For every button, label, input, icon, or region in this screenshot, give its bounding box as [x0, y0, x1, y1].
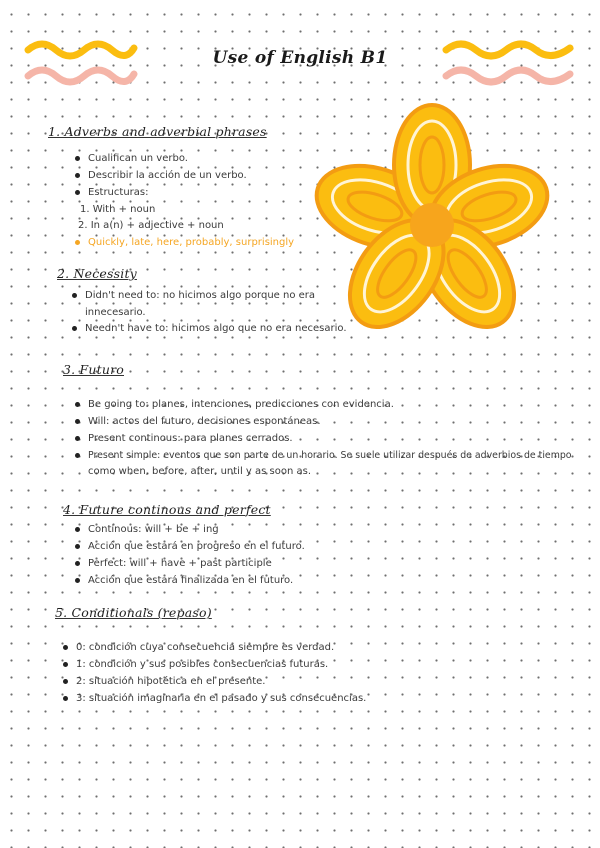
list-item: Acción que estará en progreso en el futuro. [88, 541, 305, 552]
list-item: 1: condición y sus posibles consecuencias futuras. [76, 659, 329, 670]
list-item: Acción que estará finalizada en el futuro. [88, 575, 294, 586]
list-item: Continous: will + be + ing [88, 524, 219, 535]
list-item: Present simple: eventos que son parte de un horario. Se suele utilizar después de adverbios de tiempo [88, 450, 572, 461]
list-item: 2: situación hipotética en el presente. [76, 676, 266, 687]
page-title: Use of English B1 [212, 48, 388, 68]
list-item: Be going to: planes, intenciones, predicciones con evidencia. [88, 399, 394, 410]
list-item: Describir la acción de un verbo. [88, 170, 247, 181]
list-item-highlight: Quickly, late, here, probably, surprisingly [88, 237, 295, 248]
list-item-continuation: como when, before, after, until y as soon as. [88, 466, 311, 477]
list-item: 0: condición cuya consecuencia siempre es verdad. [76, 642, 335, 653]
list-subitem: 2. In a(n) + adjective + noun [78, 220, 224, 231]
flower-illustration [282, 95, 582, 355]
list-item-continuation: innecesario. [85, 307, 146, 318]
list-item: Will: actos del futuro, decisiones espontáneas. [88, 416, 321, 427]
section-heading-futuro: 3. Futuro [63, 362, 124, 377]
section-heading-future-continous: 4. Future continous and perfect [63, 502, 271, 517]
list-item: Perfect: will + have + past participle [88, 558, 272, 569]
list-item: Cualifican un verbo. [88, 153, 188, 164]
list-item: Present continous: para planes cerrados. [88, 433, 293, 444]
list-item: 3: situación imaginaria en el pasado y sus consecuencias. [76, 693, 367, 704]
section-heading-adverbs: 1. Adverbs and adverbial phrases [48, 124, 267, 139]
section-heading-conditionals: 5. Conditionals (repaso) [55, 605, 212, 620]
list-item: Estructuras: [88, 187, 149, 198]
list-subitem: 1. With + noun [80, 204, 156, 215]
section-heading-necessity: 2. Necessity [57, 266, 137, 281]
list-item: Didn't need to: no hicimos algo porque no era [85, 290, 316, 301]
list-item: Needn't have to: hicimos algo que no era necesario. [85, 323, 347, 334]
